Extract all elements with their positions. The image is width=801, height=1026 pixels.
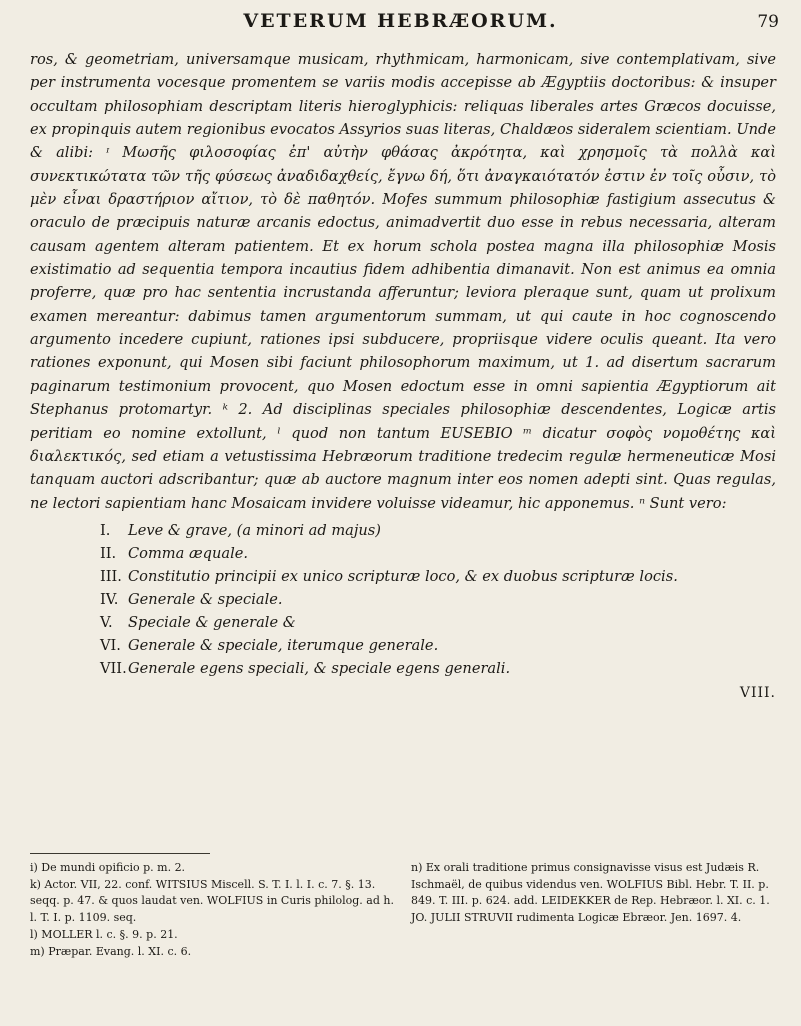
rule-number: VII. [100, 660, 127, 678]
rule-text: Speciale & generale & [128, 614, 296, 632]
footnotes [30, 860, 776, 960]
main-text [30, 48, 776, 705]
rule-item [100, 542, 776, 565]
rule-number: I. [100, 521, 111, 539]
rule-number: II. [100, 544, 117, 562]
rule-item [100, 611, 776, 634]
rule-text: Comma æquale. [128, 544, 249, 562]
rule-item [100, 657, 776, 680]
footnote: l) MOLLER l. c. §. 9. p. 21. [30, 927, 178, 941]
footnote: m) Præpar. Evang. l. XI. c. 6. [30, 944, 192, 958]
rule-number: IV. [100, 591, 119, 609]
rule-text: Generale & speciale, iterumque generale. [128, 637, 439, 655]
rule-number: VI. [100, 637, 121, 655]
paragraph: ros, & geometriam, universamque musicam, rhythmicam, harmonicam, sive contemplativam, sive per instrumenta vocesque promentem se variis modis accepisse ab Ægyptiis doctoribus: & insuper occultam philosophiam descriptam literis hieroglyphicis: reliquas liberales artes Græcos docuisse, ex propinquis autem regionibus evocatos Assyrios suas literas, Chaldæos sideralem scientiam. Unde & alibi: ᶦ Μωσῆς φιλοσοφίας ἐπ' αὐτὴν φθάσας ἀκρότητα, καὶ χρησμοῖς τὰ πολλὰ καὶ συνεκτικώτατα τῶν τῆς φύσεως ἀναδιδαχθείς, ἔγνω δή, ὅτι ἀναγκαιότατόν ἐστιν ἐν τοῖς οὖσιν, τὸ μὲν εἶναι δραστήριον αἴτιον, τὸ δὲ παθητόν. Mofes summum philosophiæ fastigium assecutus & oraculo de præcipuis naturæ arcanis edoctus, animadvertit duo esse in rebus necessaria, alteram causam agentem alteram patientem. Et ex horum schola postea magna illa philosophiæ Mosis existimatio ad sequentia tempora incautius fidem adhibentia dimanavit. Non est animus ea omnia proferre, quæ pro hac sententia incrustanda afferuntur; leviora pleraque sunt, quam ut prolixum examen mereantur: dabimus tamen argumentorum summam, ut qui caute in hoc cognoscendo argumento incedere cupiunt, rationes ipsi subducere, propriisque videre oculis queant. Ita vero rationes exponunt, qui Mosen sibi faciunt philosophorum maximum, ut 1. ad disertum sacrarum paginarum testimonium provocent, quo Mosen edoctum esse in omni sapientia Ægyptiorum ait Stephanus protomartyr. ᵏ 2. Ad disciplinas speciales philosophiæ descendentes, Logicæ artis peritiam eo nomine extollunt, ˡ quod non tantum EUSEBIO ᵐ dicatur σοφὸς νομοθέτης καὶ διαλεκτικός, sed etiam a vetustissima Hebræorum traditione tredecim regulæ hermeneuticæ Mosi tanquam auctori adscribantur; quæ ab auctore magnum inter eos nomen adepti sint. Quas regulas, ne lectori sapientiam hanc Mosaicam invidere voluisse videamur, hic apponemus. ⁿ Sunt vero: [30, 51, 776, 512]
rule-text: Constitutio principii ex unico scripturæ loco, & ex duobus scripturæ locis. [128, 567, 678, 585]
footnotes-left-column [30, 860, 395, 960]
rule-item [100, 588, 776, 611]
rule-item [100, 634, 776, 657]
rule-item [100, 565, 776, 588]
rule-text: Leve & grave, (a minori ad majus) [128, 521, 381, 539]
catchword: VIII. [739, 685, 776, 702]
rule-number: V. [100, 614, 113, 632]
rule-text: Generale & speciale. [128, 591, 283, 609]
rule-item [100, 519, 776, 542]
footnote: n) Ex orali traditione primus consignavisse visus est Judæis R. Ischmaël, de quibus videndus ven. WOLFIUS Bibl. Hebr. T. II. p. 849. T. III. p. 624. add. LEIDEKKER de Rep. Hebræor. l. XI. c. 1. JO. JULII STRUVII rudimenta Logicæ Ebræor. Jen. 1697. 4. [411, 861, 770, 925]
footnote: i) De mundi opificio p. m. 2. [30, 861, 186, 874]
running-title: VETERUM HEBRÆORUM. [243, 10, 558, 32]
page-number: 79 [757, 12, 779, 32]
footnote-divider [30, 853, 210, 854]
rule-text: Generale egens speciali, & speciale egens generali. [128, 660, 511, 678]
hermeneutic-rules-list [100, 519, 776, 680]
rule-number: III. [100, 567, 122, 585]
footnote: k) Actor. VII, 22. conf. WITSIUS Miscell. S. T. I. l. I. c. 7. §. 13. seqq. p. 47. & quos laudat ven. WOLFIUS in Curis philolog. ad h. l. T. I. p. 1109. seq. [30, 877, 394, 925]
footnotes-right-column [411, 860, 776, 960]
running-head [0, 10, 801, 40]
